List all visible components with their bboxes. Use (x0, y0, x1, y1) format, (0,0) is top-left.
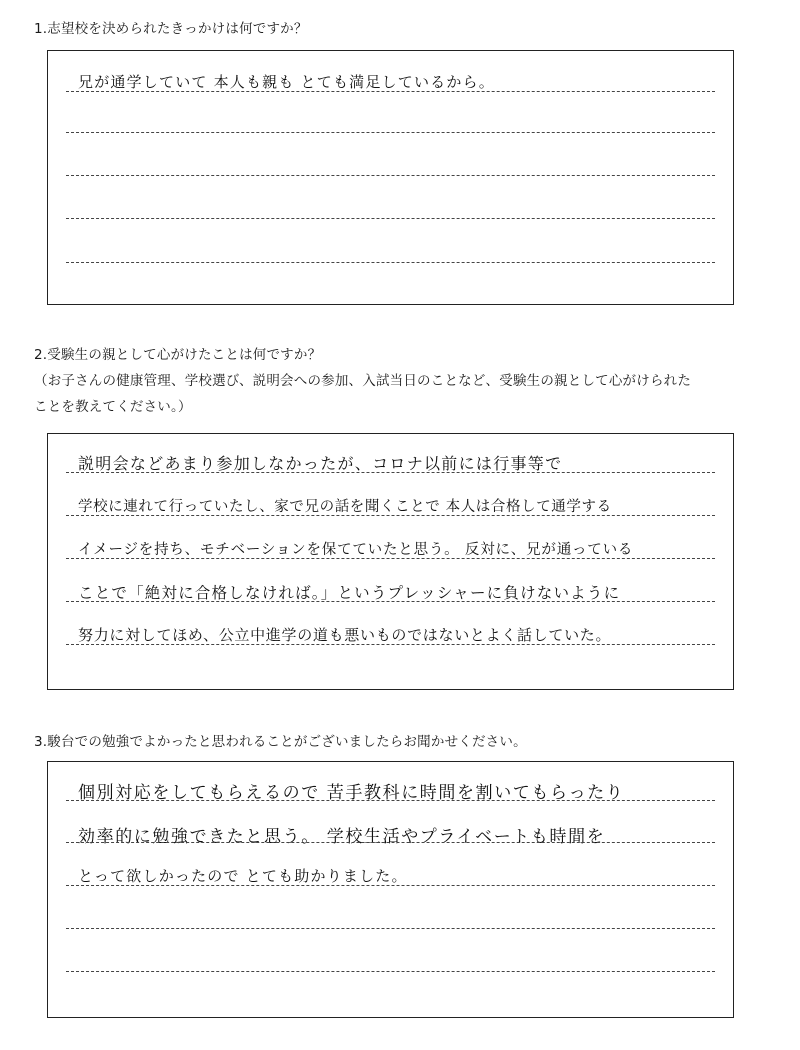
answer-1-rule-4 (66, 218, 715, 219)
answer-2-line-5: 努力に対してほめ、公立中進学の道も悪いものではないとよく話していた。 (78, 626, 612, 644)
question-2-title: 2.受験生の親として心がけたことは何ですか？ (34, 347, 322, 363)
question-3-title: 3.駿台での勉強でよかったと思われることがございましたらお聞かせください。 (34, 734, 527, 750)
answer-2-rule-2 (66, 515, 715, 516)
answer-2-line-1: 説明会などあまり参加しなかったが、コロナ以前には行事等で (78, 454, 563, 473)
answer-2-rule-3 (66, 558, 715, 559)
answer-3-line-2: 効率的に勉強できたと思う。 学校生活やプライベートも時間を (78, 827, 606, 847)
answer-1-rule-2 (66, 132, 715, 133)
answer-box-3 (47, 761, 734, 1018)
answer-3-rule-3 (66, 885, 715, 886)
answer-1-rule-5 (66, 262, 715, 263)
question-1-title: 1.志望校を決められたきっかけは何ですか？ (34, 21, 308, 37)
answer-box-2 (47, 433, 734, 690)
answer-box-1 (47, 50, 734, 305)
answer-2-line-2: 学校に連れて行っていたし、家で兄の話を聞くことで 本人は合格して通学する (78, 499, 612, 515)
answer-3-rule-2 (66, 842, 715, 843)
answer-3-rule-1 (66, 800, 715, 801)
answer-1-rule-1 (66, 91, 715, 92)
answer-3-line-3: とって欲しかったので とても助かりました。 (78, 867, 408, 885)
answer-2-line-3: イメージを持ち、モチベーションを保てていたと思う。 反対に、兄が通っている (78, 542, 634, 558)
answer-3-line-1: 個別対応をしてもらえるので 苦手教科に時間を割いてもらったり (78, 783, 625, 803)
answer-1-line-1: 兄が通学していて 本人も親も とても満足しているから。 (78, 73, 495, 91)
question-2-note-line-1: （お子さんの健康管理、学校選び、説明会への参加、入試当日のことなど、受験生の親として心がけられた (34, 373, 692, 389)
question-2-note-line-2: ことを教えてください。） (34, 399, 192, 415)
answer-3-rule-4 (66, 928, 715, 929)
answer-2-rule-1 (66, 472, 715, 473)
answer-3-rule-5 (66, 971, 715, 972)
answer-2-rule-5 (66, 644, 715, 645)
answer-2-line-4: ことで「絶対に合格しなければ。」というプレッシャーに負けないように (78, 584, 621, 602)
answer-2-rule-4 (66, 601, 715, 602)
answer-1-rule-3 (66, 175, 715, 176)
